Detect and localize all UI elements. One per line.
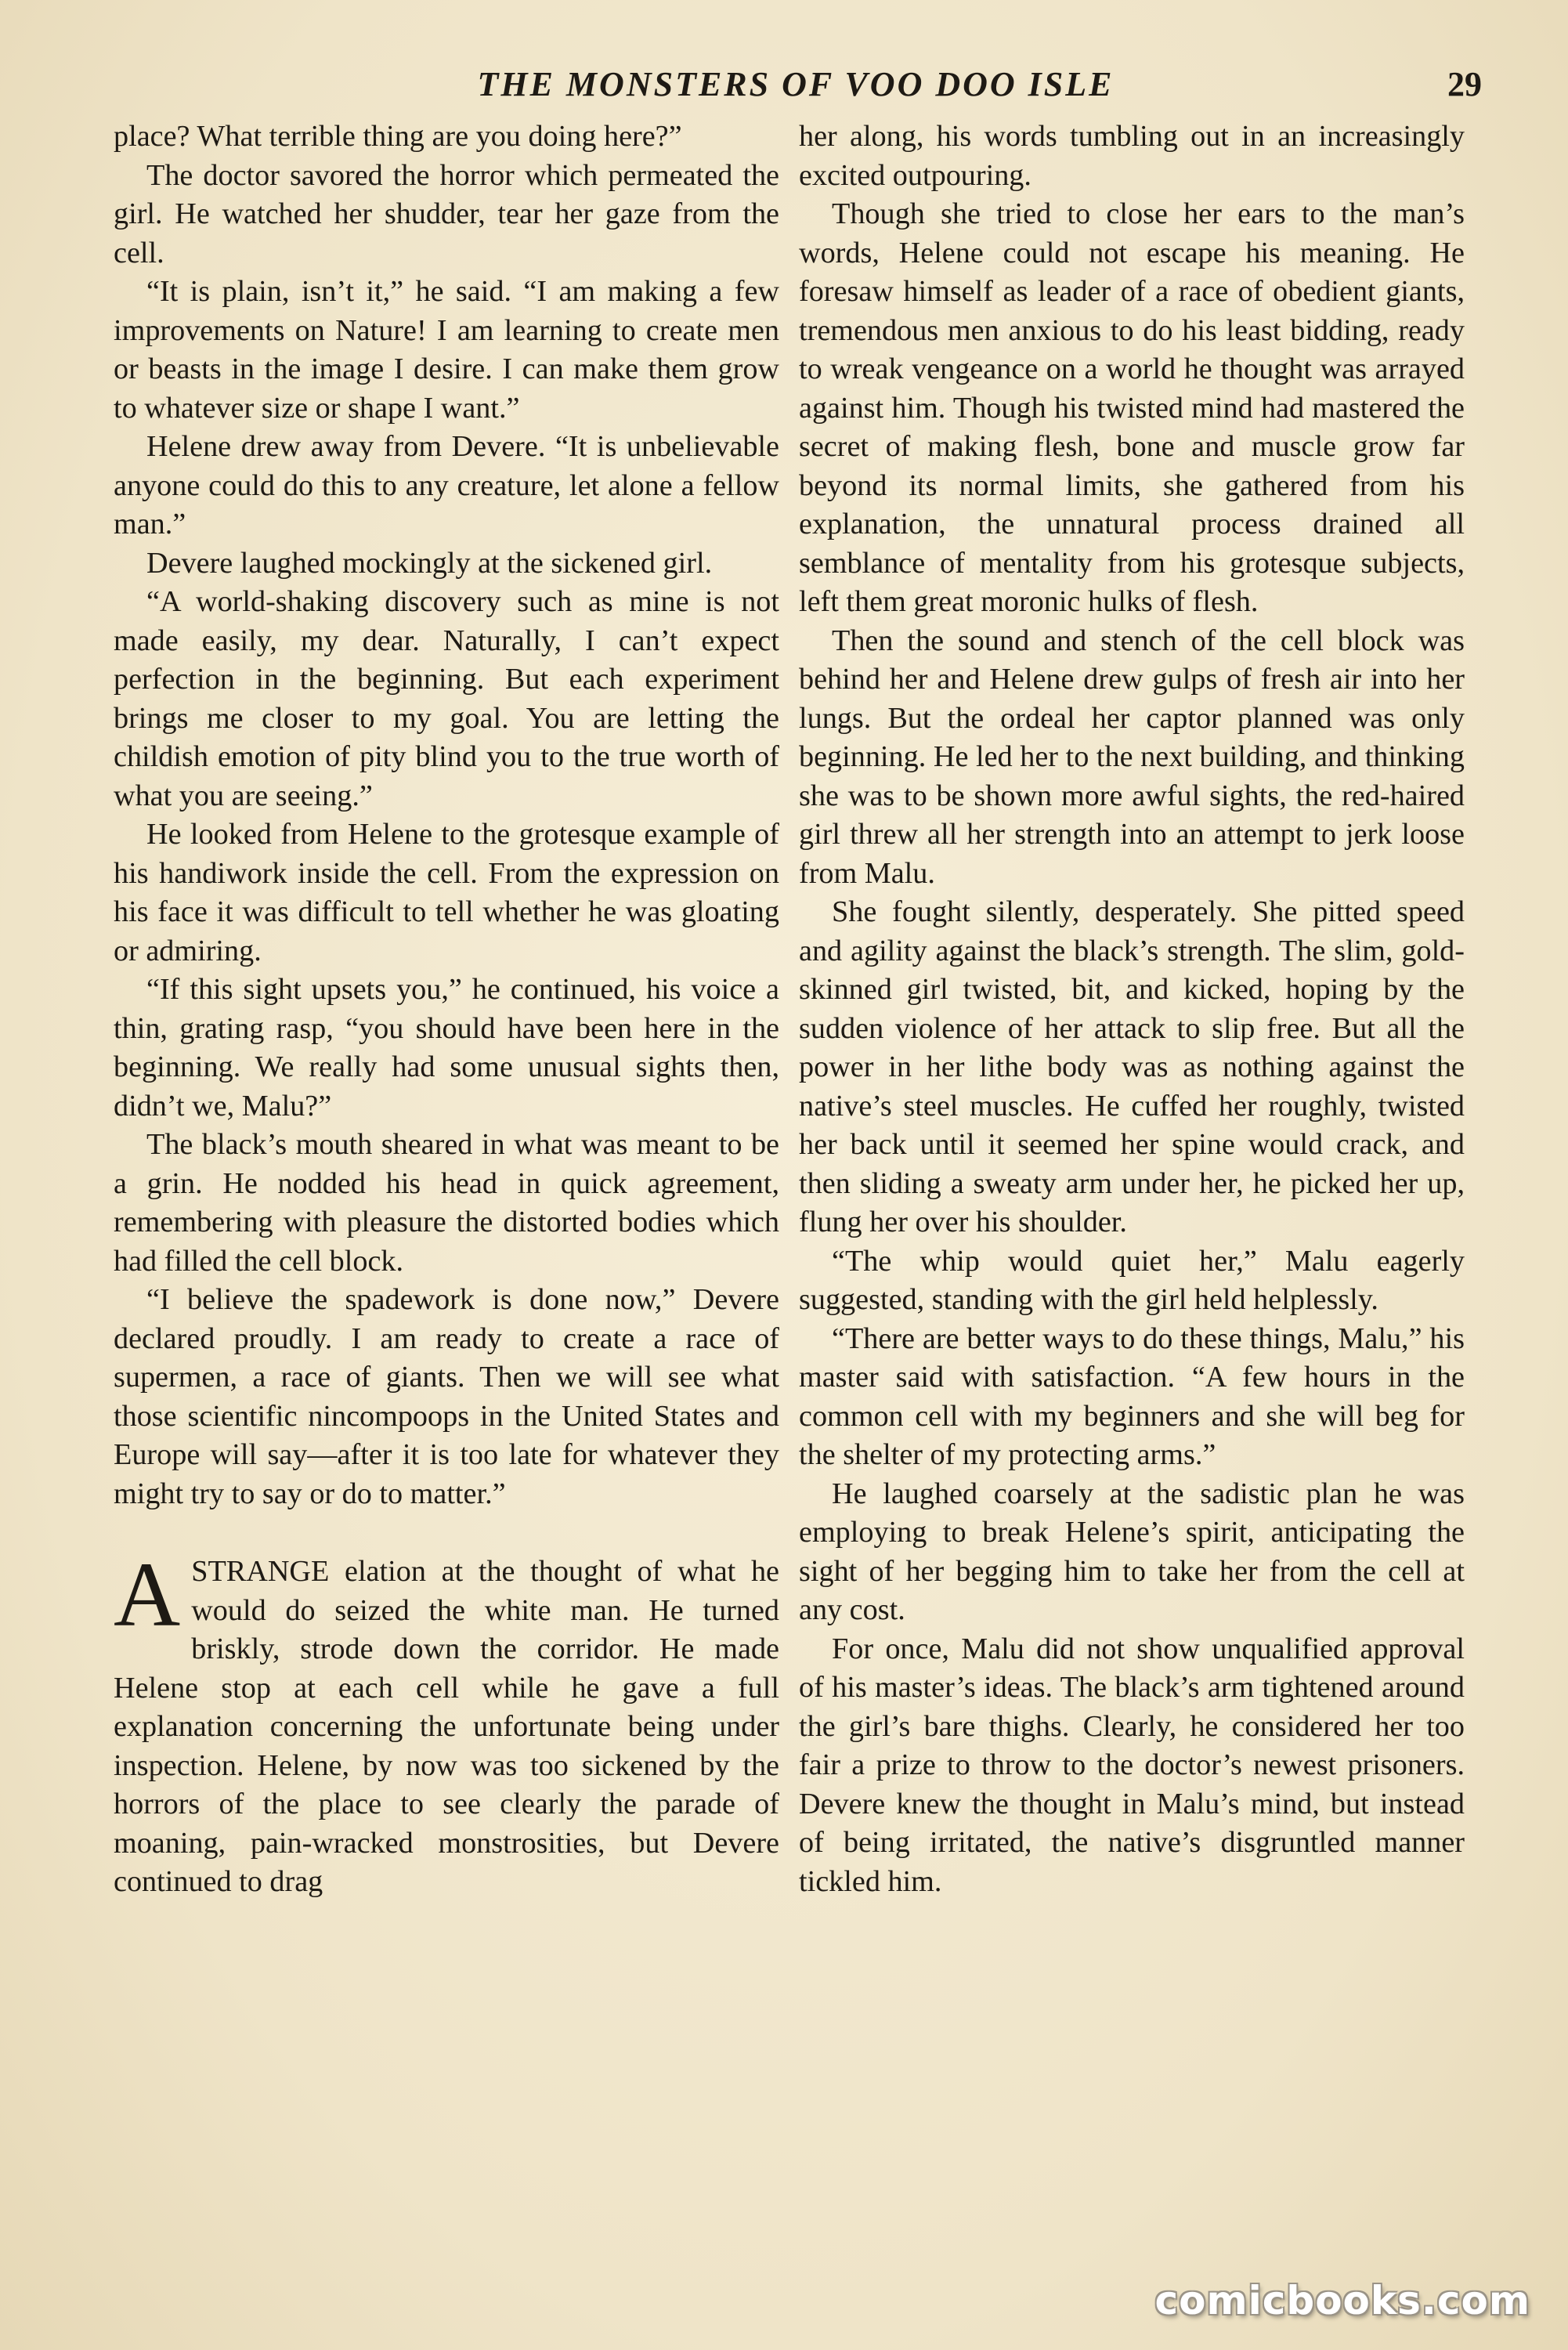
section-opening-paragraph: [114, 1543, 779, 1902]
paragraph: Helene drew away from Devere. “It is unbelievable anyone could do this to any creature, let alone a fellow man.”: [114, 430, 779, 540]
running-header: [110, 64, 1482, 119]
paragraph: “I believe the spadework is done now,” Devere declared proudly. I am ready to create a race of supermen, a race of giants. Then we will see what those scientific nincompoops in the United States and Europe will say—after it is too late for whatever they might try to say or do to matter.”: [114, 1283, 779, 1510]
paragraph: “The whip would quiet her,” Malu eagerly suggested, standing with the girl held helplessly.: [799, 1244, 1465, 1316]
paragraph: “A world-shaking discovery such as mine is not made easily, my dear. Naturally, I can’t expect perfection in the beginning. But each experiment brings me closer to my goal. You are letting the childish emotion of pity blind you to the true worth of what you are seeing.”: [114, 585, 779, 812]
left-text-column: [114, 118, 779, 1902]
right-text-column: [799, 118, 1465, 1901]
paragraph: her along, his words tumbling out in an increasingly excited outpouring.: [799, 120, 1465, 192]
paragraph: He looked from Helene to the grotesque example of his handiwork inside the cell. From the expression on his face it was difficult to tell whether he was gloating or admiring.: [114, 818, 779, 967]
paragraph: Though she tried to close her ears to the man’s words, Helene could not escape his meaning. He foresaw himself as leader of a race of obedient giants, tremendous men anxious to do his least bidding, ready to wreak vengeance on a world he thought was arrayed against him. Though his twisted mind had mastered the secret of making flesh, bone and muscle grow far beyond its normal limits, she gathered from his explanation, the unnatural process drained all semblance of mentality from his grotesque subjects, left them great moronic hulks of flesh.: [799, 197, 1465, 618]
drop-cap: A: [114, 1543, 181, 1646]
paragraph: “If this sight upsets you,” he continued, his voice a thin, grating rasp, “you should have been here in the beginning. We really had some unusual sights then, didn’t we, Malu?”: [114, 973, 779, 1123]
section-break: [114, 1513, 779, 1553]
site-watermark: comicbooks.com: [1154, 2278, 1530, 2323]
paragraph: She fought silently, desperately. She pitted speed and agility against the black’s strength. The slim, gold-skinned girl twisted, bit, and kicked, hoping by the sudden violence of her attack to slip free. But all the power in her lithe body was as nothing against the native’s steel muscles. He cuffed her roughly, twisted her back until it seemed her spine would crack, and then sliding a sweaty arm under her, he picked her up, flung her over his shoulder.: [799, 895, 1465, 1238]
paragraph: The black’s mouth sheared in what was meant to be a grin. He nodded his head in quick agreement, remembering with pleasure the distorted bodies which had filled the cell block.: [114, 1128, 779, 1278]
running-title: THE MONSTERS OF VOO DOO ISLE: [477, 65, 1115, 103]
paragraph-text: STRANGE elation at the thought of what he would do seized the white man. He turned briskly, strode down the corridor. He made Helene stop at each cell while he gave a full explanation concerning the unfortunate being under inspection. Helene, by now was too sickened by the horrors of the place to see clearly the parade of moaning, pain-wracked monstrosities, but Devere continued to drag: [114, 1555, 779, 1898]
paragraph: The doctor savored the horror which permeated the girl. He watched her shudder, tear her gaze from the cell.: [114, 158, 779, 269]
paragraph: Devere laughed mockingly at the sickened girl.: [146, 546, 713, 580]
paragraph: “There are better ways to do these things, Malu,” his master said with satisfaction. “A few hours in the common cell with my beginners and she will beg for the shelter of my protecting arms.”: [799, 1321, 1465, 1471]
paragraph: He laughed coarsely at the sadistic plan he was employing to break Helene’s spirit, anticipating the sight of her begging him to take her from the cell at any cost.: [799, 1477, 1465, 1626]
paragraph: place? What terrible thing are you doing here?”: [114, 120, 682, 153]
page-number: 29: [1447, 65, 1482, 103]
paragraph: “It is plain, isn’t it,” he said. “I am making a few improvements on Nature! I am learning to create men or beasts in the image I desire. I can make them grow to whatever size or shape I want.”: [114, 275, 779, 425]
paragraph: For once, Malu did not show unqualified approval of his master’s ideas. The black’s arm tightened around the girl’s bare thighs. Clearly, he considered her too fair a prize to throw to the doctor’s newest prisoners. Devere knew the thought in Malu’s mind, but instead of being irritated, the native’s disgruntled manner tickled him.: [799, 1632, 1465, 1898]
paragraph: Then the sound and stench of the cell block was behind her and Helene drew gulps of fresh air into her lungs. But the ordeal her captor planned was only beginning. He led her to the next building, and thinking she was to be shown more awful sights, the red-haired girl threw all her strength into an attempt to jerk loose from Malu.: [799, 624, 1465, 890]
